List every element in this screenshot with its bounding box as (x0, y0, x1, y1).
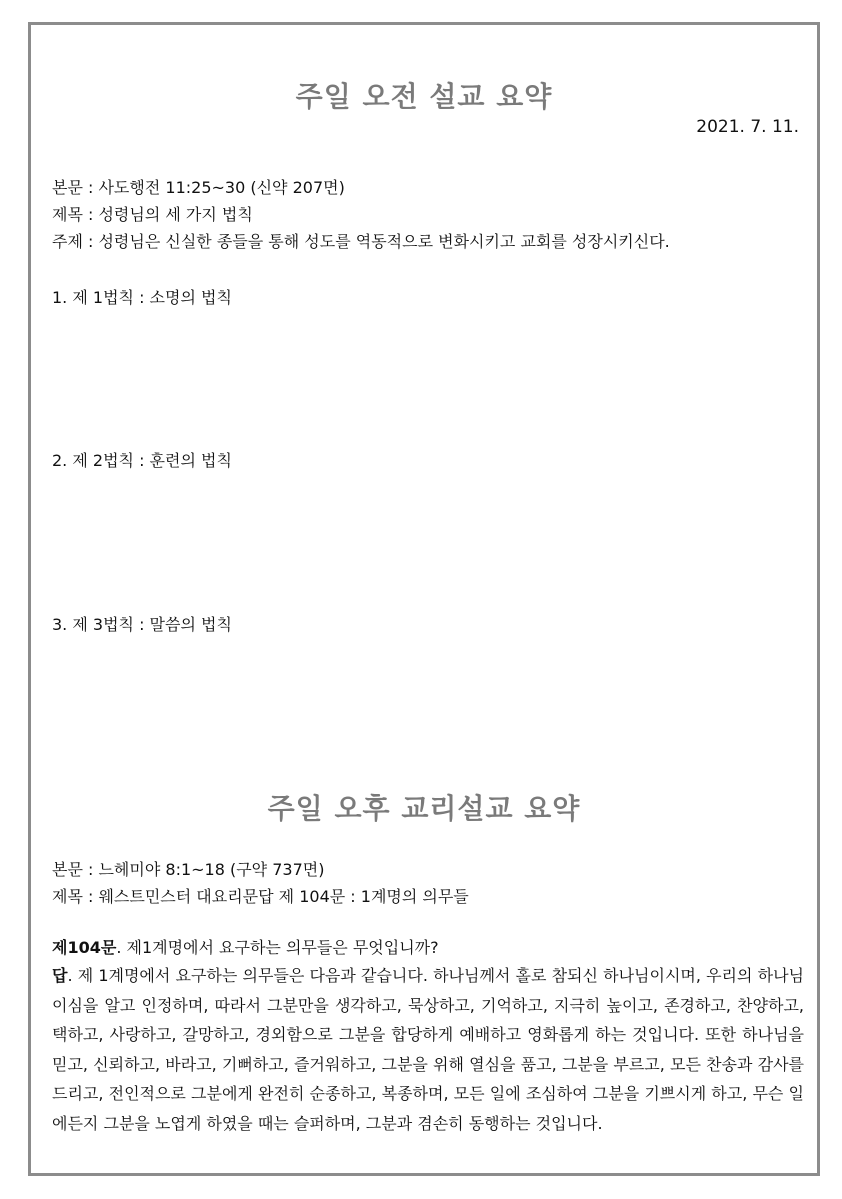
question-label: 제104문 (52, 938, 117, 957)
point-3: 3. 제 3법칙 : 말씀의 법칙 (52, 615, 232, 634)
page-frame (28, 22, 820, 1176)
catechism-answer (52, 961, 804, 1138)
answer-label: 답 (52, 966, 68, 985)
morning-theme-line: 주제 : 성령님은 신실한 종들을 통해 성도를 역동적으로 변화시키고 교회를 성장시키신다. (52, 232, 670, 251)
morning-sermon-title: 주일 오전 설교 요약 (295, 80, 553, 113)
afternoon-sermon-title: 주일 오후 교리설교 요약 (267, 792, 581, 825)
question-text: . 제1계명에서 요구하는 의무들은 무엇입니까? (116, 938, 439, 957)
point-1: 1. 제 1법칙 : 소명의 법칙 (52, 288, 232, 307)
answer-text: . 제 1계명에서 요구하는 의무들은 다음과 같습니다. 하나님께서 홀로 참되신 하나님이시며, 우리의 하나님이심을 알고 인정하며, 따라서 그분만을 생각하고, 묵상하고, 기억하고, 지극히 높이고, 존경하고, 찬양하고, 택하고, 사랑하고, 갈망하고, 경외함으로 그분을 합당하게 예배하고 영화롭게 하는 것입니다. 또한 하나님을 믿고, 신뢰하고, 바라고, 기뻐하고, 즐거워하고, 그분을 위해 열심을 품고, 그분을 부르고, 모든 찬송과 감사를 드리고, 전인적으로 그분에게 완전히 순종하고, 복종하며, 모든 일에 조심하여 그분을 기쁘시게 하고, 무슨 일에든지 그분을 노엽게 하였을 때는 슬퍼하며, 그분과 겸손히 동행하는 것입니다. (52, 966, 804, 1133)
afternoon-subject-line: 제목 : 웨스트민스터 대요리문답 제 104문 : 1계명의 의무들 (52, 887, 469, 906)
morning-scripture-line: 본문 : 사도행전 11:25~30 (신약 207면) (52, 178, 345, 197)
sermon-date: 2021. 7. 11. (696, 117, 799, 137)
morning-subject-line: 제목 : 성령님의 세 가지 법칙 (52, 205, 253, 224)
afternoon-scripture-line: 본문 : 느헤미야 8:1~18 (구약 737면) (52, 860, 325, 879)
point-2: 2. 제 2법칙 : 훈련의 법칙 (52, 451, 232, 470)
catechism-question (52, 935, 439, 958)
